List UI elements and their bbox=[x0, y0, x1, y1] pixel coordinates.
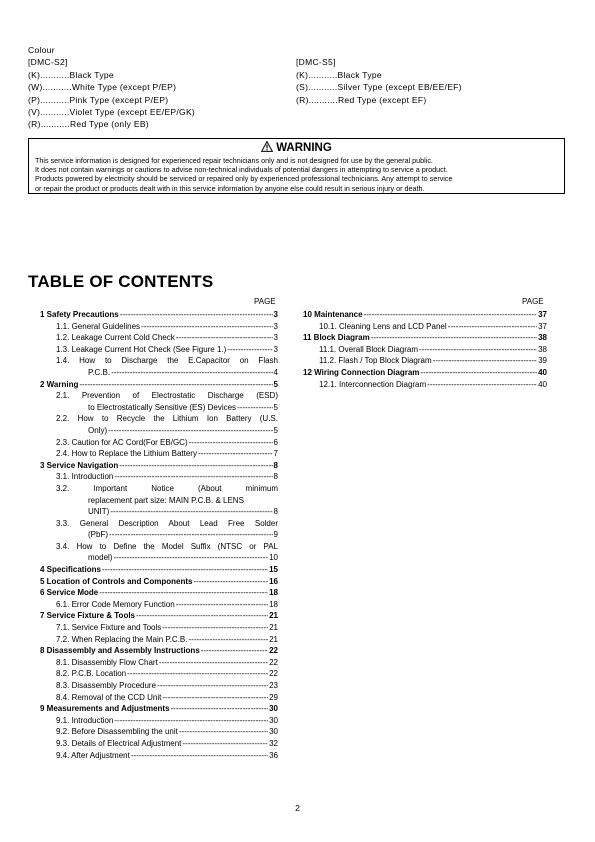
toc-entry-title: 8 Disassembly and Assembly Instructions bbox=[40, 646, 200, 656]
toc-entry-title: 8.2. P.C.B. Location bbox=[56, 669, 127, 679]
toc-leader-dots bbox=[198, 448, 273, 460]
toc-subsection-entry bbox=[40, 344, 278, 356]
toc-page-ref: 23 bbox=[269, 681, 278, 690]
toc-page-ref: 10 bbox=[269, 553, 278, 563]
toc-title: TABLE OF CONTENTS bbox=[28, 272, 214, 291]
colour-item: (V)...........Violet Type (except EE/EP/GK) bbox=[28, 106, 196, 117]
toc-leader-dots bbox=[189, 437, 273, 449]
toc-section-entry bbox=[40, 379, 278, 391]
toc-right-column bbox=[303, 309, 547, 390]
colour-item: (W)...........White Type (except P/EP) bbox=[28, 82, 177, 93]
colour-item: (K)...........Black Type bbox=[28, 69, 114, 80]
toc-entry-continuation bbox=[40, 367, 278, 379]
toc-subsection-entry bbox=[40, 390, 278, 402]
toc-entry-title: 3.2. Important Notice (About minimum bbox=[56, 483, 278, 493]
toc-entry-title: 5 Location of Controls and Components bbox=[40, 576, 193, 586]
colour-right-column bbox=[296, 56, 566, 106]
toc-leader-dots bbox=[176, 332, 273, 344]
toc-section-entry bbox=[40, 610, 278, 622]
toc-subsection-entry bbox=[40, 541, 278, 553]
toc-section-entry bbox=[303, 367, 547, 379]
toc-entry-title: 1.1. General Guidelines bbox=[56, 321, 141, 331]
toc-page-ref: 22 bbox=[269, 646, 278, 656]
toc-page-ref: 4 bbox=[273, 367, 278, 377]
toc-section-entry bbox=[40, 460, 278, 472]
toc-page-ref: 37 bbox=[538, 321, 547, 331]
toc-entry-title: 8.4. Removal of the CCD Unit bbox=[56, 692, 162, 702]
toc-entry-title: 4 Specifications bbox=[40, 565, 101, 575]
toc-page-ref: 9 bbox=[273, 530, 278, 540]
toc-page-ref: 5 bbox=[273, 425, 278, 435]
toc-page-ref: 3 bbox=[273, 333, 278, 343]
toc-page-ref: 40 bbox=[538, 367, 547, 377]
toc-page-ref: 16 bbox=[269, 576, 278, 586]
toc-leader-dots bbox=[371, 332, 537, 344]
toc-entry-title-continued: model) bbox=[88, 553, 113, 563]
toc-subsection-entry bbox=[40, 321, 278, 333]
toc-entry-continuation bbox=[40, 529, 278, 541]
toc-section-entry bbox=[40, 564, 278, 576]
toc-leader-dots bbox=[109, 529, 273, 541]
toc-subsection-entry bbox=[40, 471, 278, 483]
warning-title: WARNING bbox=[276, 142, 332, 154]
toc-page-ref: 15 bbox=[269, 565, 278, 575]
toc-leader-dots bbox=[114, 715, 268, 727]
toc-entry-title-continued: UNIT) bbox=[88, 507, 110, 517]
page-column-label-left: PAGE bbox=[254, 297, 276, 306]
toc-leader-dots bbox=[108, 425, 272, 437]
toc-page-ref: 3 bbox=[273, 321, 278, 331]
toc-entry-title: 7.1. Service Fixture and Tools bbox=[56, 623, 162, 633]
toc-page-ref: 22 bbox=[269, 657, 278, 667]
toc-leader-dots bbox=[419, 344, 537, 356]
toc-leader-dots bbox=[79, 379, 272, 391]
toc-leader-dots bbox=[159, 657, 268, 669]
toc-section-entry bbox=[40, 576, 278, 588]
toc-leader-dots bbox=[176, 599, 268, 611]
toc-page-ref: 21 bbox=[269, 634, 278, 644]
warning-heading bbox=[29, 141, 564, 155]
toc-leader-dots bbox=[127, 668, 268, 680]
toc-entry-title: 6.1. Error Code Memory Function bbox=[56, 599, 175, 609]
toc-subsection-entry bbox=[40, 634, 278, 646]
toc-entry-title: 8.1. Disassembly Flow Chart bbox=[56, 657, 158, 667]
toc-subsection-entry bbox=[40, 715, 278, 727]
warning-box bbox=[28, 138, 565, 194]
toc-entry-title: 9.2. Before Disassembling the unit bbox=[56, 727, 178, 737]
toc-section-entry bbox=[303, 309, 547, 321]
toc-entry-title: 10.1. Cleaning Lens and LCD Panel bbox=[319, 321, 447, 331]
toc-page-ref: 39 bbox=[538, 356, 547, 366]
toc-subsection-entry bbox=[40, 668, 278, 680]
toc-subsection-entry bbox=[40, 437, 278, 449]
toc-subsection-entry bbox=[40, 483, 278, 495]
toc-entry-title: 7 Service Fixture & Tools bbox=[40, 611, 135, 621]
toc-subsection-entry bbox=[303, 355, 547, 367]
toc-leader-dots bbox=[162, 622, 268, 634]
toc-subsection-entry bbox=[40, 738, 278, 750]
toc-subsection-entry bbox=[40, 750, 278, 762]
toc-entry-title: 11.1. Overall Block Diagram bbox=[319, 344, 418, 354]
toc-page-ref: 7 bbox=[273, 449, 278, 459]
toc-subsection-entry bbox=[303, 321, 547, 333]
toc-page-ref: 38 bbox=[538, 333, 547, 343]
toc-leader-dots bbox=[141, 321, 272, 333]
toc-entry-title-continued: Only) bbox=[88, 425, 108, 435]
toc-page-ref: 32 bbox=[269, 738, 278, 748]
toc-leader-dots bbox=[171, 703, 269, 715]
toc-subsection-entry bbox=[40, 726, 278, 738]
toc-leader-dots bbox=[420, 367, 537, 379]
colour-item: (K)...........Black Type bbox=[296, 69, 382, 80]
toc-page-ref: 30 bbox=[269, 727, 278, 737]
warning-line: Products powered by electricity should be serviced or repaired only by experienced professional technicians. Any attempt to service bbox=[35, 174, 453, 184]
toc-entry-title: 1 Safety Precautions bbox=[40, 310, 119, 319]
toc-page-ref: 29 bbox=[269, 692, 278, 702]
colour-item: (R)...........Red Type (except EF) bbox=[296, 94, 427, 105]
toc-entry-title: 2.2. How to Recycle the Lithium Ion Battery (U.S. bbox=[56, 414, 278, 424]
warning-line: It does not contain warnings or cautions to advise non-technical individuals of potential dangers in attempting to service a product. bbox=[35, 165, 448, 175]
toc-section-entry bbox=[303, 332, 547, 344]
toc-page-ref: 3 bbox=[273, 310, 278, 319]
toc-page-ref: 22 bbox=[269, 669, 278, 679]
colour-item: (P)...........Pink Type (except P/EP) bbox=[28, 94, 169, 105]
colour-item: (R)...........Red Type (only EB) bbox=[28, 119, 149, 130]
toc-leader-dots bbox=[131, 750, 268, 762]
toc-page-ref: 6 bbox=[273, 437, 278, 447]
toc-entry-title: 3.4. How to Define the Model Suffix (NTSC or PAL bbox=[56, 541, 278, 551]
toc-subsection-entry bbox=[40, 622, 278, 634]
toc-entry-title-continued: to Electrostatically Sensitive (ES) Devices bbox=[88, 402, 237, 412]
page-number: 2 bbox=[295, 803, 300, 813]
toc-leader-dots bbox=[110, 506, 272, 518]
toc-leader-dots bbox=[201, 645, 268, 657]
toc-entry-title-continued: replacement part size: MAIN P.C.B. & LENS bbox=[88, 495, 244, 505]
page-column-label-right: PAGE bbox=[522, 297, 544, 306]
toc-page-ref: 38 bbox=[538, 344, 547, 354]
toc-left-column bbox=[40, 309, 278, 761]
toc-entry-title-continued: P.C.B. bbox=[88, 367, 111, 377]
toc-leader-dots bbox=[136, 610, 268, 622]
toc-leader-dots bbox=[364, 309, 538, 321]
toc-entry-title: 11.2. Flash / Top Block Diagram bbox=[319, 356, 432, 366]
colour-heading: Colour bbox=[28, 45, 55, 55]
toc-subsection-entry bbox=[40, 518, 278, 530]
toc-page-ref: 40 bbox=[538, 379, 547, 389]
toc-page-ref: 8 bbox=[273, 507, 278, 517]
model-dmc-s5: [DMC-S5] bbox=[296, 57, 336, 68]
toc-entry-title: 9.1. Introduction bbox=[56, 715, 114, 725]
toc-entry-title: 1.2. Leakage Current Cold Check bbox=[56, 333, 175, 343]
toc-entry-continuation bbox=[40, 552, 278, 564]
toc-section-entry bbox=[40, 703, 278, 715]
toc-subsection-entry bbox=[40, 413, 278, 425]
toc-leader-dots bbox=[427, 379, 537, 391]
toc-entry-continuation bbox=[40, 402, 278, 414]
toc-leader-dots bbox=[193, 576, 268, 588]
toc-leader-dots bbox=[162, 692, 268, 704]
toc-entry-title: 1.3. Leakage Current Hot Check (See Figure 1.) bbox=[56, 344, 227, 354]
toc-leader-dots bbox=[448, 321, 537, 333]
toc-entry-title: 3.3. General Description About Lead Free Solder bbox=[56, 518, 278, 528]
toc-entry-title: 2.3. Caution for AC Cord(For EB/GC) bbox=[56, 437, 188, 447]
toc-entry-continuation bbox=[40, 425, 278, 437]
toc-entry-title: 6 Service Mode bbox=[40, 588, 99, 598]
warning-line: This service information is designed for experienced repair technicians only and is not designed for use by the general public. bbox=[35, 156, 433, 165]
warning-line: or repair the product or products dealt with in this service information by anyone else could result in serious injury or death. bbox=[35, 183, 425, 193]
toc-subsection-entry bbox=[303, 344, 547, 356]
toc-page-ref: 8 bbox=[273, 460, 278, 470]
toc-section-entry bbox=[40, 587, 278, 599]
toc-page-ref: 36 bbox=[269, 750, 278, 760]
colour-left-column bbox=[28, 44, 288, 131]
toc-entry-title: 2 Warning bbox=[40, 379, 79, 389]
toc-subsection-entry bbox=[40, 657, 278, 669]
toc-entry-title: 2.4. How to Replace the Lithium Battery bbox=[56, 449, 197, 459]
toc-entry-title: 3.1. Introduction bbox=[56, 472, 114, 482]
toc-leader-dots bbox=[188, 634, 268, 646]
toc-entry-title: 8.3. Disassembly Procedure bbox=[56, 681, 157, 690]
toc-subsection-entry bbox=[40, 448, 278, 460]
toc-page-ref: 30 bbox=[269, 715, 278, 725]
model-dmc-s2: [DMC-S2] bbox=[28, 57, 68, 68]
toc-page-ref: 21 bbox=[269, 611, 278, 621]
toc-entry-title: 12.1. Interconnection Diagram bbox=[319, 379, 427, 389]
toc-subsection-entry bbox=[40, 692, 278, 704]
toc-page-ref: 5 bbox=[273, 402, 278, 412]
toc-leader-dots bbox=[120, 309, 273, 321]
toc-section-entry bbox=[40, 309, 278, 321]
toc-page-ref: 21 bbox=[269, 623, 278, 633]
toc-page-ref: 8 bbox=[273, 472, 278, 482]
warning-text bbox=[35, 156, 560, 193]
toc-entry-continuation bbox=[40, 506, 278, 518]
toc-leader-dots bbox=[433, 355, 537, 367]
toc-entry-title: 3 Service Navigation bbox=[40, 460, 119, 470]
toc-page-ref: 18 bbox=[269, 588, 278, 598]
toc-leader-dots bbox=[182, 738, 268, 750]
toc-leader-dots bbox=[119, 460, 272, 472]
toc-subsection-entry bbox=[40, 680, 278, 692]
toc-entry-title: 9.4. After Adjustment bbox=[56, 750, 130, 760]
toc-entry-continuation bbox=[40, 495, 278, 507]
toc-page-ref: 18 bbox=[269, 599, 278, 609]
toc-leader-dots bbox=[113, 552, 268, 564]
colour-item: (S)...........Silver Type (except EB/EE/EF) bbox=[296, 82, 462, 93]
toc-page-ref: 5 bbox=[273, 379, 278, 389]
toc-page-ref: 3 bbox=[273, 344, 278, 354]
toc-page-ref: 30 bbox=[269, 704, 278, 714]
toc-entry-title-continued: (PbF) bbox=[88, 530, 108, 540]
toc-page-ref: 37 bbox=[538, 310, 547, 319]
toc-subsection-entry bbox=[40, 332, 278, 344]
toc-entry-title: 10 Maintenance bbox=[303, 310, 363, 319]
toc-leader-dots bbox=[227, 344, 272, 356]
toc-entry-title: 12 Wiring Connection Diagram bbox=[303, 367, 420, 377]
toc-section-entry bbox=[40, 645, 278, 657]
toc-leader-dots bbox=[179, 726, 268, 738]
toc-entry-title: 9.3. Details of Electrical Adjustment bbox=[56, 738, 182, 748]
toc-entry-title: 7.2. When Replacing the Main P.C.B. bbox=[56, 634, 188, 644]
toc-leader-dots bbox=[114, 471, 272, 483]
toc-leader-dots bbox=[99, 587, 268, 599]
toc-entry-title: 1.4. How to Discharge the E.Capacitor on Flash bbox=[56, 356, 278, 366]
warning-triangle-icon bbox=[261, 141, 273, 152]
toc-subsection-entry bbox=[303, 379, 547, 391]
toc-leader-dots bbox=[157, 680, 268, 692]
toc-entry-title: 2.1. Prevention of Electrostatic Discharge (ESD) bbox=[56, 391, 278, 401]
toc-subsection-entry bbox=[40, 599, 278, 611]
toc-subsection-entry bbox=[40, 355, 278, 367]
toc-leader-dots bbox=[111, 367, 272, 379]
toc-leader-dots bbox=[237, 402, 272, 414]
toc-leader-dots bbox=[102, 564, 268, 576]
toc-entry-title: 11 Block Diagram bbox=[303, 333, 370, 343]
toc-entry-title: 9 Measurements and Adjustments bbox=[40, 704, 170, 714]
